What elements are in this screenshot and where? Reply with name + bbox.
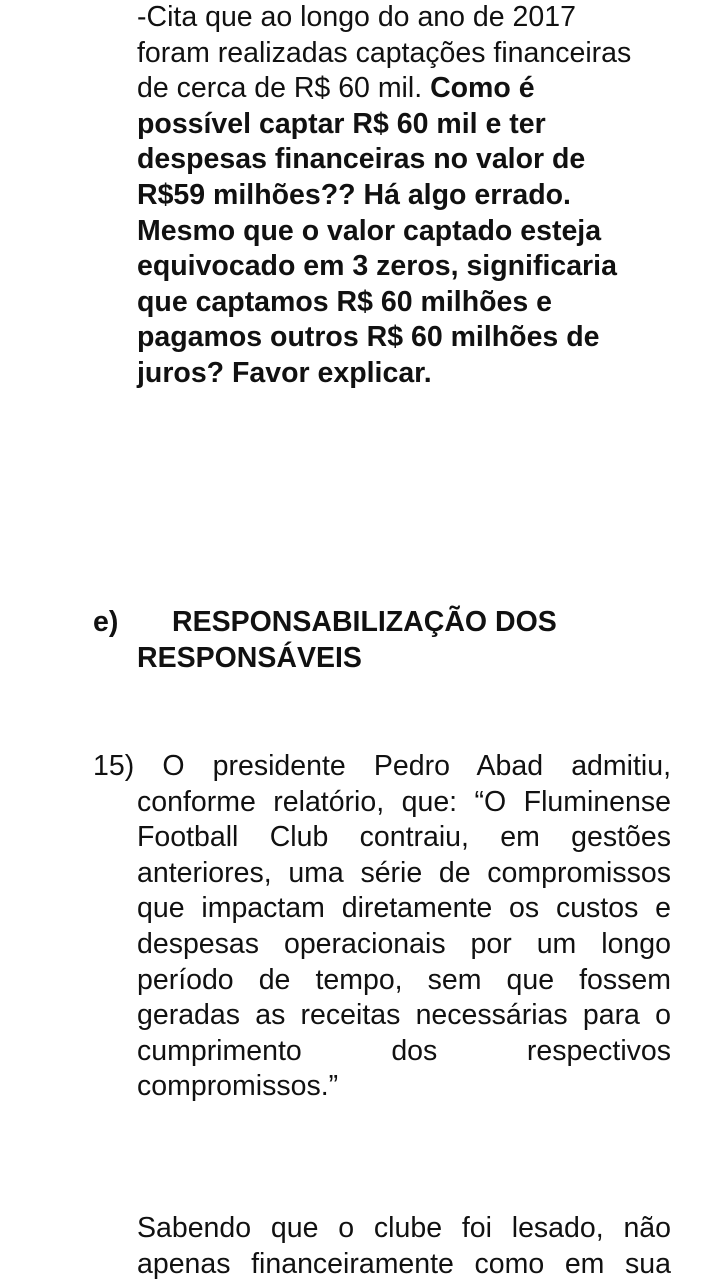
bold-question-text: Como é — [430, 72, 535, 105]
bold-question-line: equivocado em 3 zeros, significaria — [137, 250, 617, 283]
paragraph-line: Sabendo que o clube foi lesado, não — [137, 1212, 671, 1244]
item-15-line: Football Club contraiu, em gestões — [137, 821, 671, 854]
section-marker: e) — [93, 606, 119, 638]
item-15-line: despesas operacionais por um longo — [137, 928, 671, 960]
bold-question-line: possível captar R$ 60 mil e ter — [137, 107, 546, 140]
paragraph-line: -Cita que ao longo do ano de 2017 — [137, 1, 576, 33]
bold-question-line: R$59 milhões?? Há algo errado. — [137, 179, 571, 211]
item-15-line: que impactam diretamente os custos e — [137, 892, 671, 925]
item-15-line: período de tempo, sem que fossem — [137, 963, 671, 996]
bold-question-line: juros? Favor explicar. — [137, 357, 432, 389]
item-15-last-line: compromissos.” — [137, 1070, 339, 1103]
item-15-line: geradas as receitas necessárias para o — [137, 999, 671, 1032]
section-title: RESPONSABILIZAÇÃO DOS — [172, 606, 557, 638]
paragraph-line: apenas financeiramente como em sua — [137, 1247, 671, 1280]
bold-question-line: que captamos R$ 60 milhões e — [137, 285, 552, 318]
bold-question-line: Mesmo que o valor captado esteja — [137, 214, 602, 247]
bold-question-line: despesas financeiras no valor de — [137, 143, 586, 176]
item-15-line: conforme relatório, que: “O Fluminense — [137, 785, 671, 818]
item-15-line: anteriores, uma série de compromissos — [137, 856, 671, 889]
paragraph-text: de cerca de R$ 60 mil. — [137, 72, 431, 105]
section-title-continued: RESPONSÁVEIS — [137, 642, 362, 674]
paragraph-line: foram realizadas captações financeiras — [137, 36, 632, 69]
item-15-first-line: 15) O presidente Pedro Abad admitiu, — [93, 750, 671, 782]
bold-question-line: pagamos outros R$ 60 milhões de — [137, 321, 600, 354]
item-15-line: cumprimento dos respectivos — [137, 1034, 671, 1067]
paragraph-line — [137, 71, 671, 107]
